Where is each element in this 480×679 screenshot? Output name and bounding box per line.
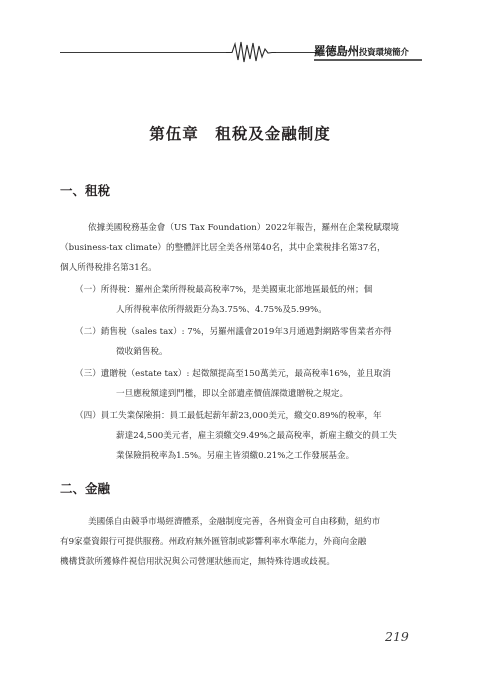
header-rule-right: [276, 52, 318, 53]
paragraph-line: 依據美國稅務基金會（US Tax Foundation）2022年報告，羅州在企業稅賦環境: [88, 223, 400, 233]
list-item-line: 一旦應稅額達到門檻，即以全部遺產價值課徵遺贈稅之規定。: [116, 389, 349, 399]
running-header-title: [314, 43, 422, 59]
paragraph-line: 有9家臺資銀行可提供服務。州政府無外匯管制或影響利率水準能力，外商向金融: [60, 537, 367, 547]
list-item-line: 薪達24,500美元者，雇主須繳交9.49%之最高稅率，新雇主繳交的員工失: [116, 431, 397, 441]
list-item-line: 人所得稅率依所得級距分為3.75%、4.75%及5.99%。: [116, 305, 327, 315]
list-item-line: 徵收銷售稅。: [116, 347, 168, 357]
paragraph-line: （business-tax climate）的整體評比居全美各州第40名，其中企業稅排名第37名，: [60, 243, 386, 253]
pulse-wave-icon: [226, 40, 278, 64]
page-number: 219: [385, 629, 409, 644]
list-item-line: 業保險捐稅率為1.5%。另雇主皆須繳0.21%之工作發展基金。: [116, 451, 355, 461]
list-item-line: （二）銷售稅（sales tax）: 7%，另羅州議會2019年3月通過對網路零售業者亦得: [75, 327, 392, 337]
paragraph-line: 個人所得稅排名第31名。: [60, 263, 157, 273]
list-item-line: （三）遺贈稅（estate tax）: 起徵額提高至150萬美元，最高稅率16%，並且取消: [75, 369, 391, 379]
chapter-title: 第伍章 租稅及金融制度: [149, 124, 331, 143]
paragraph-line: 機構貸款所獲條件視信用狀況與公司營運狀態而定，無特殊待遇或歧視。: [60, 557, 336, 567]
header-title-underline: [314, 59, 422, 61]
list-item-line: （一）所得稅：羅州企業所得稅最高稅率7%，是美國東北部地區最低的州；個: [75, 285, 373, 295]
section-heading-tax: 一、租稅: [60, 183, 111, 198]
header-title-sub: 投資環境簡介: [358, 48, 409, 58]
section-heading-finance: 二、金融: [60, 481, 111, 496]
header-title-main: 羅德島州: [314, 44, 359, 58]
paragraph-line: 美國係自由競爭市場經濟體系，金融制度完善，各州資金可自由移動，紐約市: [88, 517, 381, 527]
list-item-line: （四）員工失業保險捐：員工最低起薪年薪23,000美元，繳交0.89%的稅率，年: [75, 411, 382, 421]
header-rule-left: [60, 52, 227, 53]
